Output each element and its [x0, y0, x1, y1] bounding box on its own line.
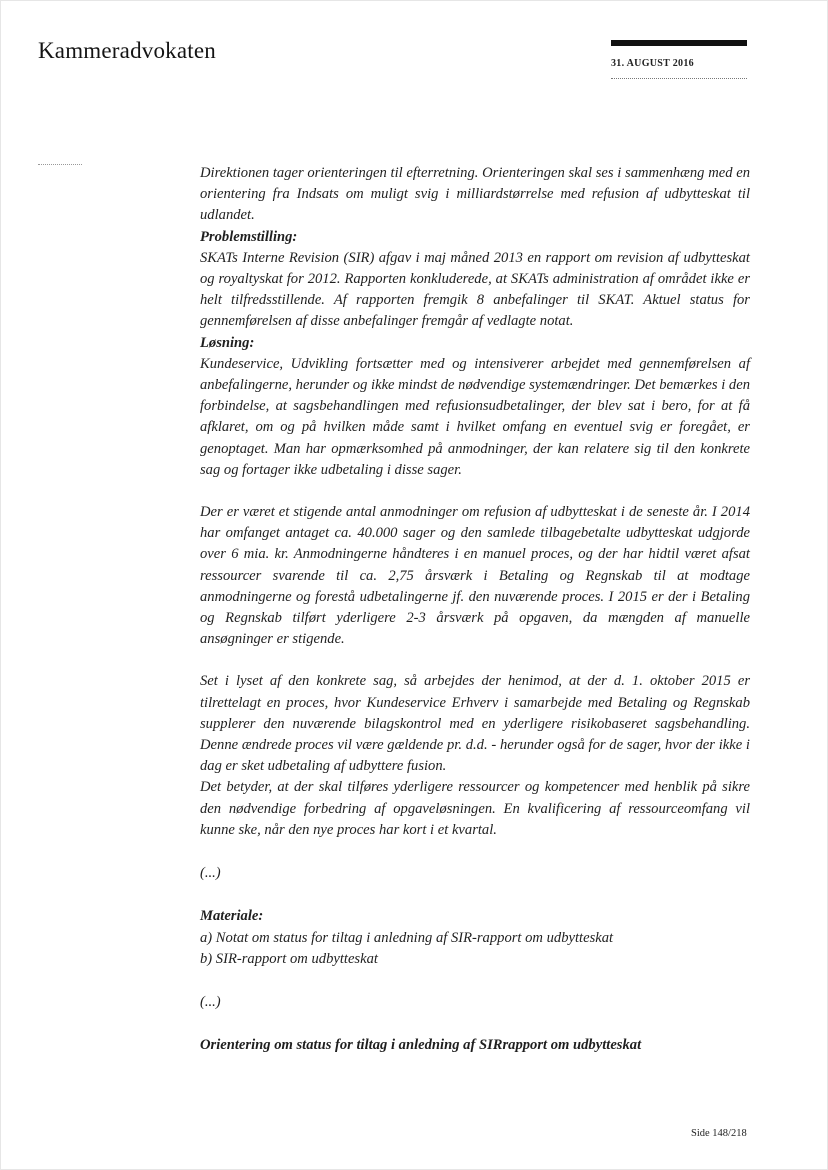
intro-paragraph: Direktionen tager orienteringen til efterretning. Orienteringen skal ses i sammenhæng med en orientering fra Indsats om muligt svig i milliardstørrelse med refusion af udbytteskat til udlandet. [200, 165, 750, 224]
date-divider [611, 78, 747, 79]
material-item-a: a) Notat om status for tiltag i anledning af SIR-rapport om udbytteskat [200, 929, 614, 946]
requests-paragraph: Der er været et stigende antal anmodninger om refusion af udbytteskat i de seneste år. I 2014 har omfanget antaget ca. 40.000 sager og den samlede tilbagebetalte udbytteskat udgjorde over 6 mia. kr. Anmodningerne håndteres i en manuel proces, og der har hidtil været afsat ressourcer svarende til ca. 2,75 årsværk i Betaling og Regnskab til at modtage anmodningerne og forestå udbetalingerne jf. den nuværende proces. I 2015 er der i Betaling og Regnskab tilført yderligere 2-3 årsværk på opgaven, da mængden af manuelle ansøgninger er stigende. [200, 504, 750, 648]
problem-heading: Problemstilling: [200, 228, 298, 245]
ellipsis-second: (...) [200, 993, 221, 1010]
solution-heading: Løsning: [200, 334, 255, 351]
document-body [200, 163, 750, 1056]
header-bar [611, 40, 747, 46]
firm-name: Kammeradvokaten [38, 38, 216, 63]
material-heading: Materiale: [200, 908, 264, 925]
problem-paragraph: SKATs Interne Revision (SIR) afgav i maj måned 2013 en rapport om revision af udbytteskat og royaltyskat for 2012. Rapporten konkluderede, at SKATs administration af området ikke er helt tilfredsstillende. Af rapporten fremgik 8 anbefalinger til SKAT. Aktuel status for gennemførelsen af disse anbefalinger fremgår af vedlagte notat. [200, 249, 750, 330]
resources-paragraph: Det betyder, at der skal tilføres yderligere ressourcer og kompetencer med henblik på sikre den nødvendige forbedring af opgaveløsningen. En kvalificering af ressourceomfang vil kunne ske, når den nye proces har kort i et kvartal. [200, 779, 750, 838]
page-number: Side 148/218 [691, 1128, 747, 1139]
bottom-section-title: Orientering om status for tiltag i anledning af SIRrapport om udbytteskat [200, 1037, 642, 1054]
process-paragraph: Set i lyset af den konkrete sag, så arbejdes der henimod, at der d. 1. oktober 2015 er tilrettelagt en proces, hvor Kundeservice Erhverv i samarbejde med Betaling og Regnskab supplerer den nuværende bilagskontrol med en yderligere risikobaseret sagsbehandling. Denne ændrede proces vil være gældende pr. d.d. - herunder også for de sager, hvor der ikke i dag er sket udbetaling af udbyttere fusion. [200, 673, 750, 775]
document-date: 31. AUGUST 2016 [611, 58, 694, 69]
material-item-b: b) SIR-rapport om udbytteskat [200, 950, 378, 967]
ellipsis-first: (...) [200, 865, 221, 882]
solution-paragraph: Kundeservice, Udvikling fortsætter med og intensiverer arbejdet med gennemførelsen af anbefalingerne, herunder og ikke mindst de nødvendige systemændringer. Det bemærkes i den forbindelse, at sagsbehandlingen med refusionsudbetalinger, der blev sat i bero, for at få afklaret, om og på hvilken måde samt i hvilket omfang en eventuel svig er foregået, er genoptaget. Man har opmærksomhed på anmodninger, der kan relatere sig til den konkrete sag og fortager ikke udbetaling i disse sager. [200, 355, 750, 478]
margin-divider [38, 164, 82, 165]
